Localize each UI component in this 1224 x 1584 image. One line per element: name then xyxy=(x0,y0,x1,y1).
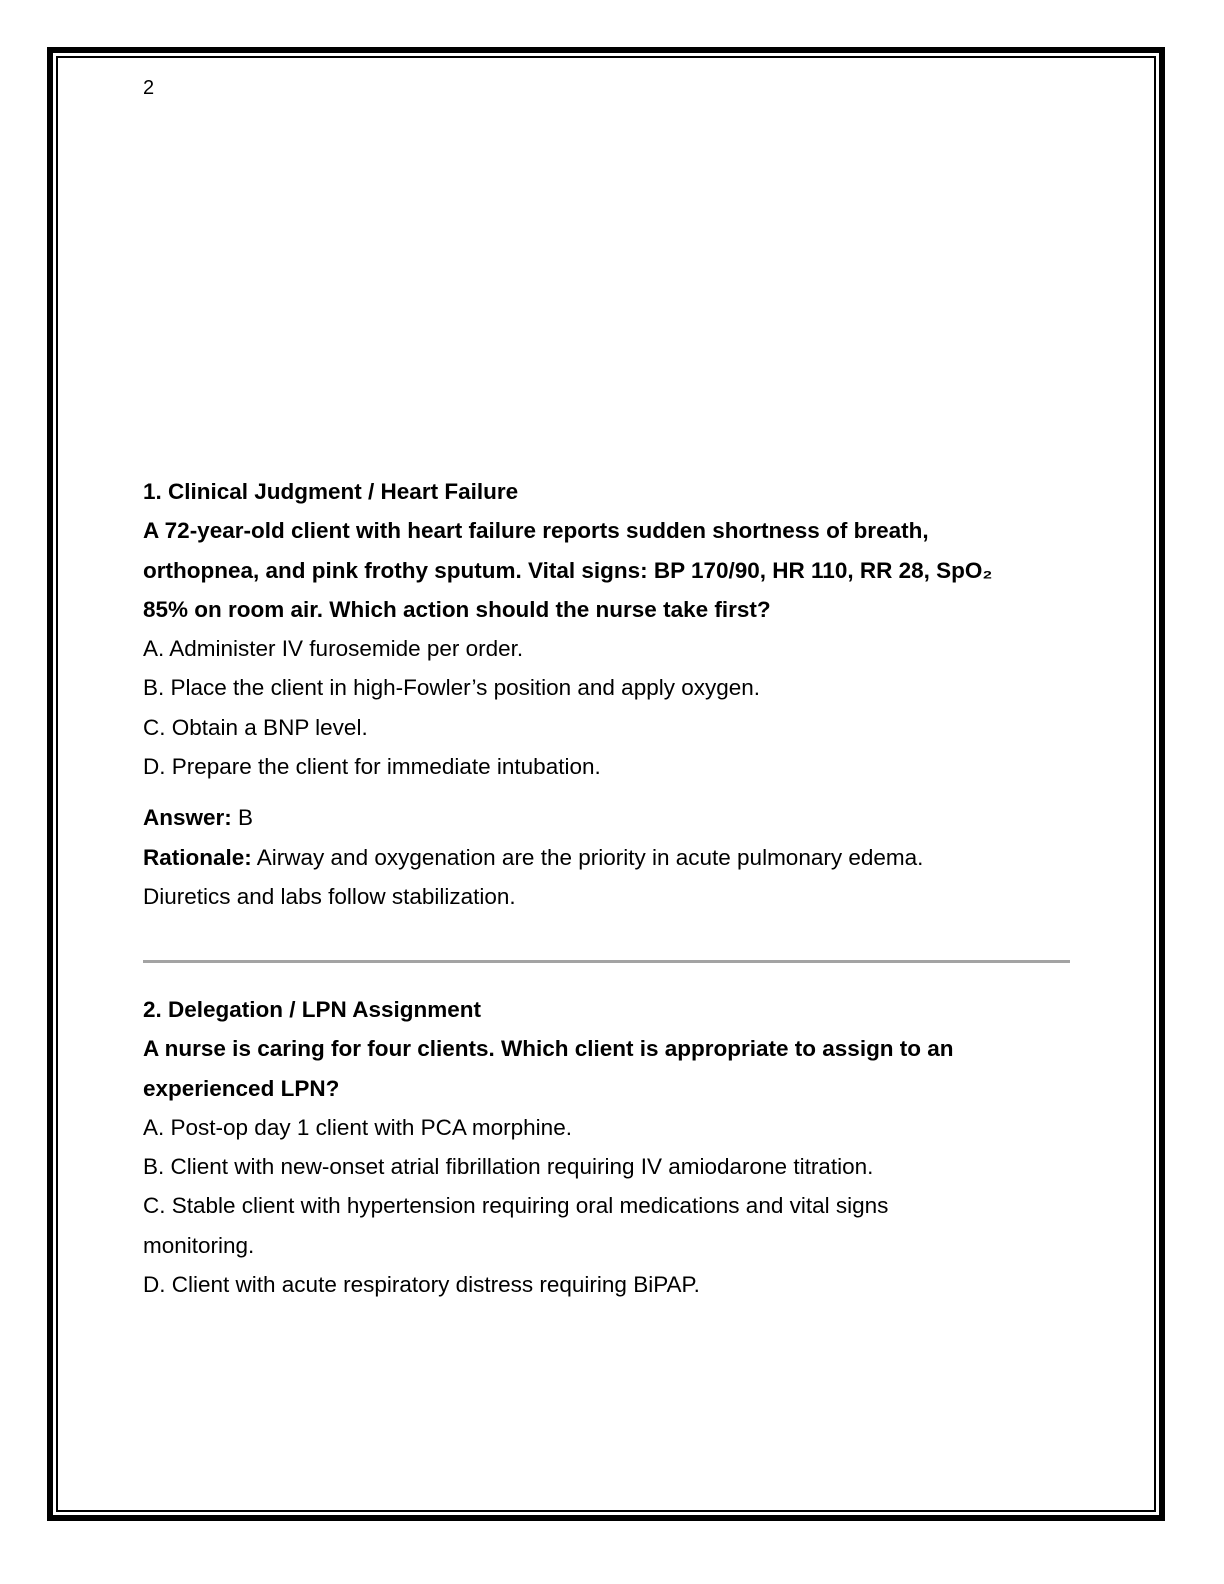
answer-option-c: C. Stable client with hypertension requiring oral medications and vital signs xyxy=(143,1193,889,1219)
question-stem-line: orthopnea, and pink frothy sputum. Vital signs: BP 170/90, HR 110, RR 28, SpO₂ xyxy=(143,557,993,583)
answer-option-b: B. Place the client in high-Fowler’s position and apply oxygen. xyxy=(143,675,761,701)
answer-option-d: D. Client with acute respiratory distress requiring BiPAP. xyxy=(143,1272,700,1298)
rationale-text: Airway and oxygenation are the priority in acute pulmonary edema. xyxy=(251,844,924,870)
question-1 xyxy=(143,472,1073,916)
question-stem-line: 85% on room air. Which action should the nurse take first? xyxy=(143,596,771,622)
answer-label: Answer: xyxy=(143,805,232,831)
rationale-label: Rationale: xyxy=(143,844,252,870)
page-number: 2 xyxy=(143,77,155,99)
question-heading: 2. Delegation / LPN Assignment xyxy=(143,997,481,1022)
answer-option-c: C. Obtain a BNP level. xyxy=(143,714,368,740)
answer-option-d: D. Prepare the client for immediate intubation. xyxy=(143,754,601,780)
question-heading: 1. Clinical Judgment / Heart Failure xyxy=(143,479,519,504)
question-2 xyxy=(143,990,1073,1304)
answer-option-a: A. Administer IV furosemide per order. xyxy=(143,636,524,662)
answer-option-a: A. Post-op day 1 client with PCA morphine. xyxy=(143,1114,572,1140)
answer-option-b: B. Client with new-onset atrial fibrillation requiring IV amiodarone titration. xyxy=(143,1154,874,1180)
question-stem-line: A 72-year-old client with heart failure reports sudden shortness of breath, xyxy=(143,518,929,544)
question-stem-line: A nurse is caring for four clients. Which client is appropriate to assign to an xyxy=(143,1036,954,1062)
answer-line xyxy=(143,798,1073,837)
rationale-line xyxy=(143,838,1073,877)
answer-option-c-continued: monitoring. xyxy=(143,1232,255,1258)
spacer xyxy=(143,786,1073,798)
rationale-text-continued: Diuretics and labs follow stabilization. xyxy=(143,883,516,909)
answer-value: B xyxy=(231,805,254,831)
section-divider xyxy=(143,960,1070,963)
question-stem-line: experienced LPN? xyxy=(143,1075,340,1101)
